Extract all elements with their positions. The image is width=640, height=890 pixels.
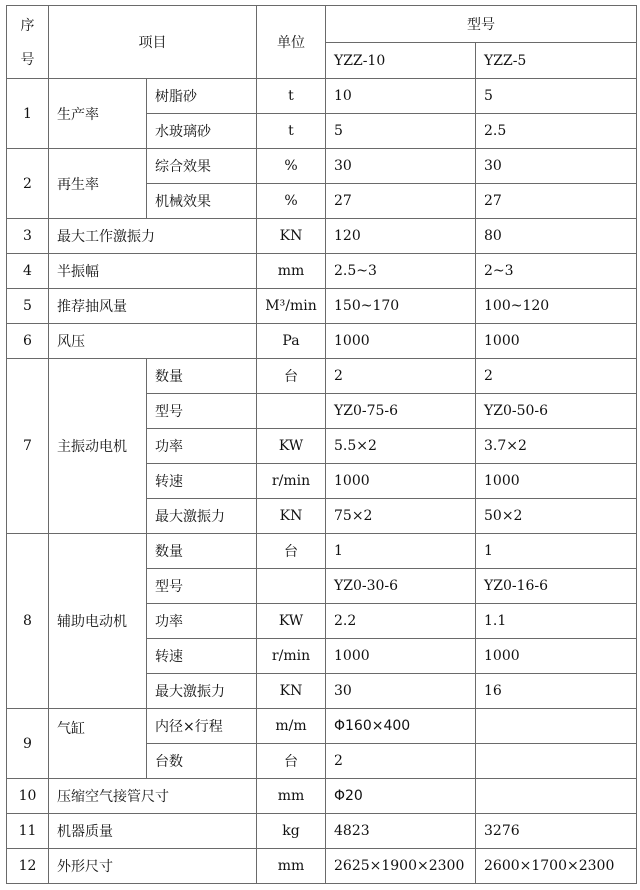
row-subitem: 型号 [147, 569, 257, 604]
spec-table [6, 5, 637, 884]
row-value-b [476, 779, 637, 814]
table-row [7, 849, 637, 884]
row-value-b: 3.7×2 [476, 429, 637, 464]
row-subitem: 数量 [147, 534, 257, 569]
table-row [7, 359, 637, 394]
row-number: 7 [7, 359, 49, 534]
row-value-a: 1 [326, 534, 476, 569]
table-row [7, 254, 637, 289]
row-value-a: Φ160×400 [326, 709, 476, 744]
row-unit: KN [257, 674, 326, 709]
row-subitem: 功率 [147, 604, 257, 639]
row-subitem: 内径×行程 [147, 709, 257, 744]
row-value-a: 4823 [326, 814, 476, 849]
row-number: 4 [7, 254, 49, 289]
header-model-a: YZZ-10 [326, 43, 476, 79]
table-row [7, 149, 637, 184]
row-value-a: 150~170 [326, 289, 476, 324]
row-subitem: 水玻璃砂 [147, 114, 257, 149]
row-value-b: 1000 [476, 464, 637, 499]
header-row-1 [7, 6, 637, 43]
table-row [7, 289, 637, 324]
row-unit: mm [257, 849, 326, 884]
header-model-group: 型号 [326, 6, 637, 43]
row-value-a: 10 [326, 79, 476, 114]
spec-table-body [7, 6, 637, 79]
row-number: 2 [7, 149, 49, 219]
row-value-b [476, 709, 637, 744]
row-unit: M³/min [257, 289, 326, 324]
row-number: 5 [7, 289, 49, 324]
row-value-a: 1000 [326, 464, 476, 499]
row-subitem: 机械效果 [147, 184, 257, 219]
row-item: 最大工作激振力 [49, 219, 257, 254]
header-index [7, 6, 49, 79]
row-value-a: Φ20 [326, 779, 476, 814]
row-unit: % [257, 149, 326, 184]
row-number: 8 [7, 534, 49, 709]
row-subitem: 型号 [147, 394, 257, 429]
row-item: 半振幅 [49, 254, 257, 289]
row-value-a: 2 [326, 744, 476, 779]
row-value-b: 80 [476, 219, 637, 254]
row-item: 外形尺寸 [49, 849, 257, 884]
row-item: 推荐抽风量 [49, 289, 257, 324]
row-value-a: 5.5×2 [326, 429, 476, 464]
row-subitem: 功率 [147, 429, 257, 464]
table-row [7, 324, 637, 359]
row-subitem: 综合效果 [147, 149, 257, 184]
table-row [7, 79, 637, 114]
row-unit: 台 [257, 534, 326, 569]
row-value-a: 2.5~3 [326, 254, 476, 289]
row-item: 主振动电机 [49, 359, 147, 534]
row-subitem: 台数 [147, 744, 257, 779]
row-value-b: 30 [476, 149, 637, 184]
row-unit [257, 394, 326, 429]
header-model-b: YZZ-5 [476, 43, 637, 79]
row-item: 机器质量 [49, 814, 257, 849]
row-unit: KW [257, 429, 326, 464]
row-number: 9 [7, 709, 49, 779]
row-value-b: 2600×1700×2300 [476, 849, 637, 884]
row-value-a: YZ0-30-6 [326, 569, 476, 604]
row-unit: r/min [257, 639, 326, 674]
row-unit: r/min [257, 464, 326, 499]
header-unit: 单位 [257, 6, 326, 79]
row-value-b: 1.1 [476, 604, 637, 639]
row-value-a: 30 [326, 674, 476, 709]
row-number: 1 [7, 79, 49, 149]
row-number: 6 [7, 324, 49, 359]
row-value-b: 2.5 [476, 114, 637, 149]
row-value-a: 120 [326, 219, 476, 254]
row-subitem: 最大激振力 [147, 674, 257, 709]
row-item: 压缩空气接管尺寸 [49, 779, 257, 814]
row-value-a: 1000 [326, 324, 476, 359]
row-unit: KN [257, 499, 326, 534]
row-item: 辅助电动机 [49, 534, 147, 709]
row-unit: t [257, 114, 326, 149]
row-item: 风压 [49, 324, 257, 359]
header-index-line1: 序 [20, 18, 35, 34]
row-value-b: 16 [476, 674, 637, 709]
row-value-b: 5 [476, 79, 637, 114]
row-unit [257, 569, 326, 604]
row-subitem: 转速 [147, 464, 257, 499]
row-unit: mm [257, 254, 326, 289]
row-value-b: 2~3 [476, 254, 637, 289]
row-unit: kg [257, 814, 326, 849]
row-value-a: 27 [326, 184, 476, 219]
row-value-a: YZ0-75-6 [326, 394, 476, 429]
row-value-a: 5 [326, 114, 476, 149]
row-value-b: YZ0-16-6 [476, 569, 637, 604]
row-unit: Pa [257, 324, 326, 359]
row-value-a: 2625×1900×2300 [326, 849, 476, 884]
row-value-b: 1000 [476, 324, 637, 359]
row-subitem: 最大激振力 [147, 499, 257, 534]
row-value-a: 2 [326, 359, 476, 394]
row-unit: 台 [257, 359, 326, 394]
header-index-line2: 号 [20, 52, 35, 68]
row-value-a: 2.2 [326, 604, 476, 639]
header-item: 项目 [49, 6, 257, 79]
row-subitem: 转速 [147, 639, 257, 674]
table-row [7, 534, 637, 569]
row-unit: % [257, 184, 326, 219]
row-unit: m/m [257, 709, 326, 744]
row-unit: t [257, 79, 326, 114]
table-row [7, 219, 637, 254]
row-value-b: 27 [476, 184, 637, 219]
table-row [7, 779, 637, 814]
row-number: 3 [7, 219, 49, 254]
row-value-a: 30 [326, 149, 476, 184]
row-value-b: 1000 [476, 639, 637, 674]
row-unit: 台 [257, 744, 326, 779]
row-value-b: 2 [476, 359, 637, 394]
row-value-a: 75×2 [326, 499, 476, 534]
row-value-b: 100~120 [476, 289, 637, 324]
spec-table-rows [7, 79, 637, 884]
table-row [7, 814, 637, 849]
row-subitem: 数量 [147, 359, 257, 394]
row-number: 11 [7, 814, 49, 849]
row-item: 气缸 [49, 709, 147, 779]
row-value-b: 1 [476, 534, 637, 569]
row-unit: mm [257, 779, 326, 814]
row-unit: KW [257, 604, 326, 639]
row-number: 12 [7, 849, 49, 884]
row-number: 10 [7, 779, 49, 814]
row-value-b: 50×2 [476, 499, 637, 534]
row-value-b: YZ0-50-6 [476, 394, 637, 429]
row-value-b: 3276 [476, 814, 637, 849]
row-subitem: 树脂砂 [147, 79, 257, 114]
row-item: 再生率 [49, 149, 147, 219]
table-row [7, 709, 637, 744]
row-value-a: 1000 [326, 639, 476, 674]
row-unit: KN [257, 219, 326, 254]
row-value-b [476, 744, 637, 779]
row-item: 生产率 [49, 79, 147, 149]
